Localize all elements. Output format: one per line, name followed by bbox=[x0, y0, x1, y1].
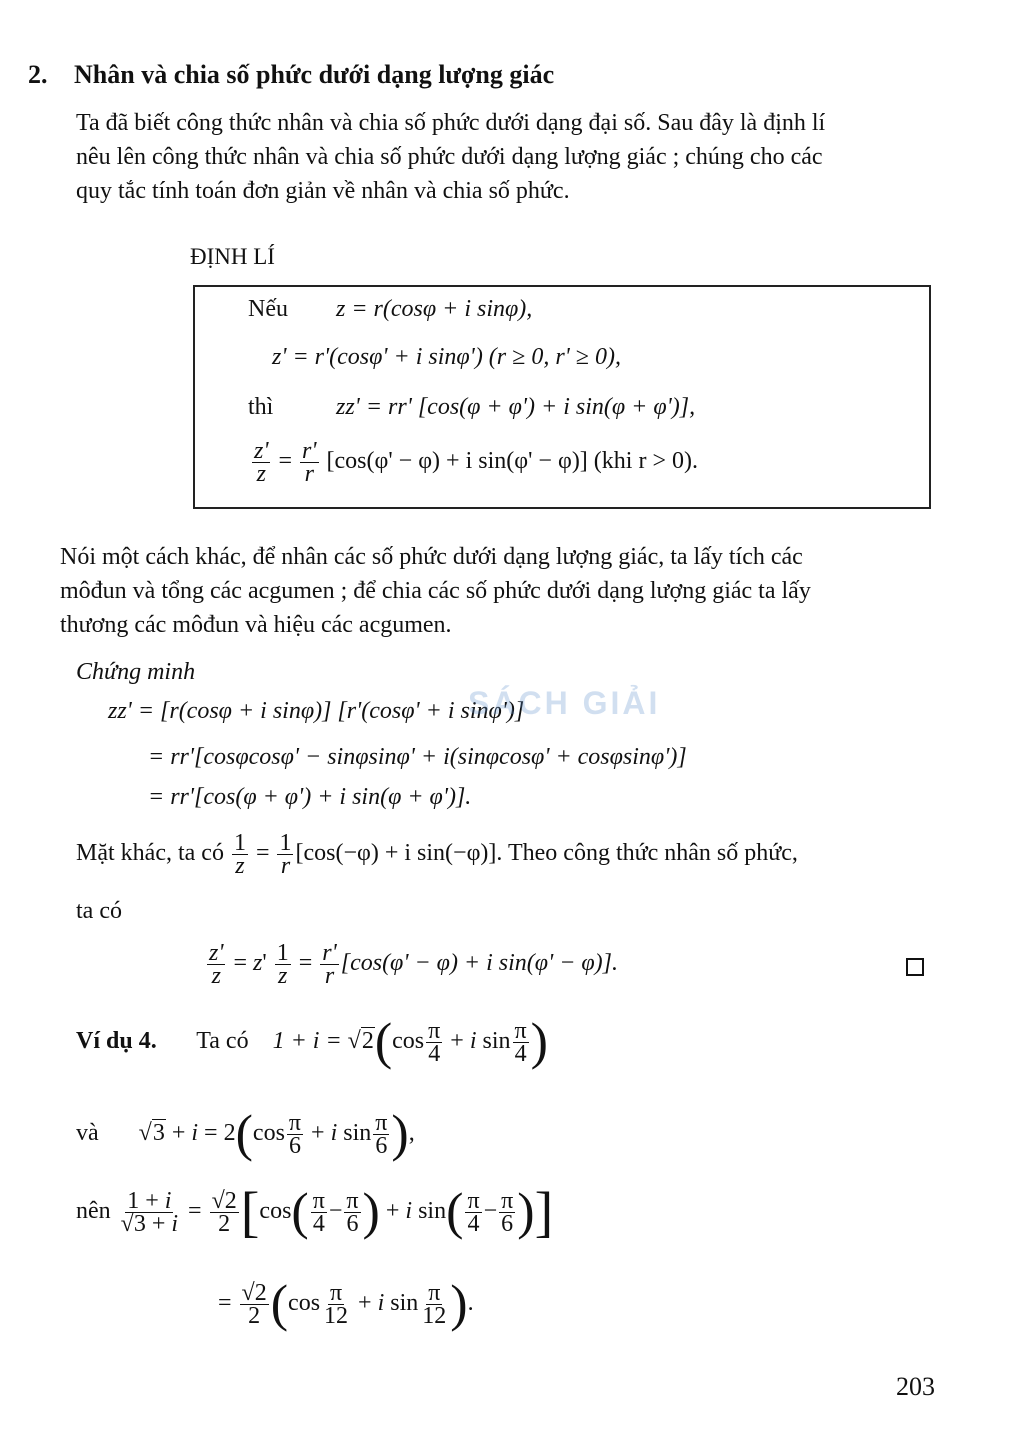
theorem-if-word: Nếu bbox=[248, 296, 288, 322]
restatement-line: môđun và tổng các acgumen ; để chia các số phức dưới dạng lượng giác ta lấy bbox=[60, 578, 811, 604]
theorem-line-1: z = r(cosφ + i sinφ), bbox=[336, 296, 533, 322]
fraction-one-over-r: $\frac{1}{r}$ bbox=[279, 830, 292, 879]
proof-final-line: $\frac{z'}{z}$ = z' $\frac{1}{z}$ = $\frac{r'}{r}$ [cos(φ' − φ) + i sin(φ' − φ)]. bbox=[209, 940, 619, 989]
intro-line: quy tắc tính toán đơn giản về nhân và chia số phức. bbox=[76, 178, 570, 204]
fraction-one-over-z: $\frac{1}{z}$ bbox=[276, 940, 289, 989]
proof-final-tail: [cos(φ' − φ) + i sin(φ' − φ)]. bbox=[340, 950, 619, 977]
restatement-paragraph bbox=[60, 540, 811, 642]
example-lhs-1: 1 + i = bbox=[272, 1028, 342, 1055]
restatement-line: thương các môđun và hiệu các acgumen. bbox=[60, 612, 452, 638]
fraction-one-plus-i-over-sqrt3-plus-i: $\frac{1 + i}{√3 + i}$ bbox=[120, 1188, 179, 1237]
intro-line: nêu lên công thức nhân và chia số phức dưới dạng lượng giác ; chúng cho các bbox=[76, 144, 823, 170]
example-line-1: Ví dụ 4. Ta có 1 + i = √2(cos $\frac{\pi}{4}$ + i sin $\frac{\pi}{4}$ ) bbox=[76, 1013, 548, 1071]
example-va: và bbox=[76, 1120, 99, 1147]
restatement-line: Nói một cách khác, để nhân các số phức dưới dạng lượng giác, ta lấy tích các bbox=[60, 544, 803, 570]
theorem-line-3: zz' = rr' [cos(φ + φ') + i sin(φ + φ')], bbox=[336, 394, 696, 420]
theorem-line-4: $\frac{z'}{z}$ = $\frac{r'}{r}$ [cos(φ' − φ) + i sin(φ' − φ)] (khi r > 0). bbox=[254, 438, 698, 487]
theorem-then-word: thì bbox=[248, 394, 274, 420]
section-number: 2. bbox=[28, 60, 48, 89]
intro-line: Ta đã biết công thức nhân và chia số phức dưới dạng đại số. Sau đây là định lí bbox=[76, 110, 826, 136]
theorem-line-2: z' = r'(cosφ' + i sinφ') (r ≥ 0, r' ≥ 0), bbox=[272, 344, 621, 370]
theorem-label: ĐỊNH LÍ bbox=[190, 244, 275, 269]
proof-line-2: = rr'[cosφcosφ' − sinφsinφ' + i(sinφcosφ' + cosφsinφ')] bbox=[148, 744, 687, 770]
fraction-z-prime-over-z: $\frac{z'}{z}$ bbox=[209, 940, 224, 989]
section-title: Nhân và chia số phức dưới dạng lượng giác bbox=[74, 60, 555, 89]
fraction-one-over-z: $\frac{1}{z}$ bbox=[233, 830, 246, 879]
proof-label: Chứng minh bbox=[76, 659, 196, 685]
qed-box bbox=[906, 958, 924, 976]
proof-other-tail: [cos(−φ) + i sin(−φ)]. Theo công thức nhân số phức, bbox=[295, 840, 798, 867]
proof-ta-co: ta có bbox=[76, 898, 122, 924]
fraction-r-prime-over-r: $\frac{r'}{r}$ bbox=[302, 438, 317, 487]
example-line-4: = $\frac{√2}{2}$ (cos $\frac{\pi}{12}$ + i sin $\frac{\pi}{12}$ ). bbox=[218, 1275, 474, 1333]
sqrt-two: √2 bbox=[347, 1028, 374, 1055]
page-number: 203 bbox=[896, 1372, 935, 1401]
proof-other-prefix: Mặt khác, ta có bbox=[76, 840, 224, 867]
proof-line-3: = rr'[cos(φ + φ') + i sin(φ + φ')]. bbox=[148, 784, 472, 810]
example-nen: nên bbox=[76, 1198, 111, 1225]
section-heading bbox=[28, 60, 554, 90]
proof-line-1: zz' = [r(cosφ + i sinφ)] [r'(cosφ' + i sinφ')] bbox=[108, 698, 525, 724]
example-line-2: và √3 + i = 2(cos $\frac{\pi}{6}$ + i sin $\frac{\pi}{6}$ ), bbox=[76, 1105, 415, 1163]
example-label: Ví dụ 4. bbox=[76, 1028, 157, 1055]
proof-other-line: Mặt khác, ta có $\frac{1}{z}$ = $\frac{1}{r}$ [cos(−φ) + i sin(−φ)]. Theo công thức nhân số phức, bbox=[76, 830, 798, 879]
example-line-3: nên $\frac{1 + i}{√3 + i}$ = $\frac{√2}{2}$ [cos( $\frac{\pi}{4}$ − $\frac{\pi}{6}$ ) + i sin( $\frac{\pi}{4}$ − $\frac{\pi}{6}$ )] bbox=[76, 1181, 554, 1244]
fraction-sqrt2-over-2: $\frac{√2}{2}$ bbox=[211, 1188, 237, 1237]
example-ta-co: Ta có bbox=[196, 1028, 249, 1055]
watermark: SÁCH GIẢI bbox=[468, 685, 661, 721]
intro-paragraph bbox=[76, 106, 825, 208]
fraction-sqrt2-over-2: $\frac{√2}{2}$ bbox=[241, 1280, 267, 1329]
fraction-r-prime-over-r: $\frac{r'}{r}$ bbox=[322, 940, 337, 989]
sqrt-three: √3 bbox=[138, 1120, 165, 1147]
theorem-line-4-tail: [cos(φ' − φ) + i sin(φ' − φ)] (khi r > 0). bbox=[326, 448, 698, 475]
fraction-z-prime-over-z: $\frac{z'}{z}$ bbox=[254, 438, 269, 487]
